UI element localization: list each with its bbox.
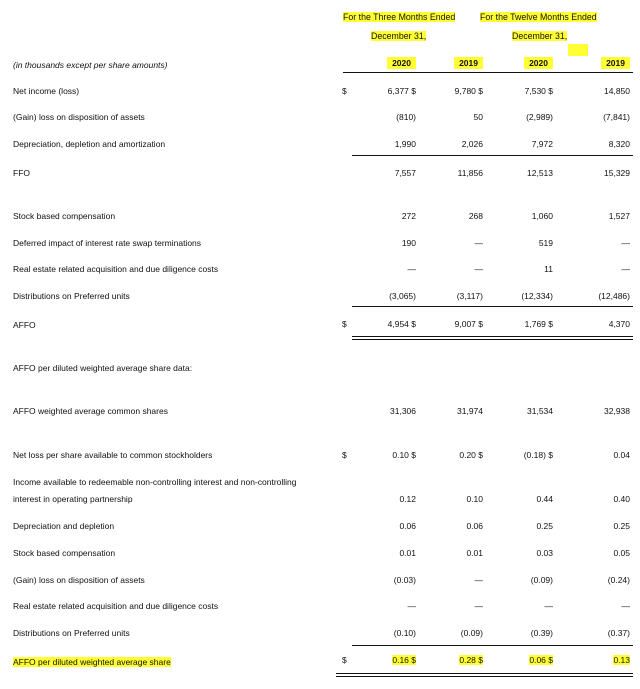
value-cell: 31,974: [457, 406, 483, 416]
three-months-header-line1: For the Three Months Ended: [343, 12, 456, 22]
year-label: 2019: [601, 57, 630, 69]
value-cell: [459, 655, 483, 665]
value-cell: 31,534: [527, 406, 553, 416]
row-label: Net loss per share available to common stockholders: [13, 450, 213, 460]
total-rule: [336, 673, 633, 674]
twelve-months-header: [480, 12, 597, 22]
value-cell: (3,117): [456, 291, 483, 301]
value-text: 0.13: [613, 655, 630, 665]
value-cell: 6,377 $: [387, 86, 416, 96]
value-cell: 0.25: [536, 521, 553, 531]
highlight-mark: [568, 44, 588, 56]
value-text: 0.16 $: [392, 655, 416, 665]
value-cell: (7,841): [603, 112, 630, 122]
row-label: AFFO: [13, 320, 36, 330]
value-text: 0.28 $: [459, 655, 483, 665]
value-cell: 2,026: [461, 139, 483, 149]
row-label: Depreciation, depletion and amortization: [13, 139, 166, 149]
value-cell: (12,486): [598, 291, 630, 301]
value-cell: 0.05: [613, 548, 630, 558]
value-cell: [613, 655, 630, 665]
subtotal-rule: [352, 306, 633, 307]
value-text: 0.06 $: [529, 655, 553, 665]
value-cell: 190: [401, 238, 416, 248]
section-heading: AFFO per diluted weighted average share data:: [13, 363, 193, 373]
value-cell: 0.03: [536, 548, 553, 558]
value-cell: 14,850: [604, 86, 630, 96]
row-label: Stock based compensation: [13, 211, 116, 221]
value-cell: 0.06: [399, 521, 416, 531]
value-cell: —: [407, 264, 416, 274]
twelve-months-header-line2: December 31,: [512, 31, 568, 41]
value-cell: (0.24): [607, 575, 630, 585]
twelve-months-header-2: [512, 31, 567, 41]
value-cell: 15,329: [604, 168, 630, 178]
value-cell: —: [474, 575, 483, 585]
value-cell: 519: [538, 238, 553, 248]
value-cell: —: [621, 238, 630, 248]
row-label: Net income (loss): [13, 86, 80, 96]
row-label-text: AFFO per diluted weighted average share: [13, 657, 171, 667]
value-cell: 9,780 $: [454, 86, 483, 96]
value-cell: 7,557: [394, 168, 416, 178]
value-cell: 0.10 $: [392, 450, 416, 460]
row-label: Income available to redeemable non-controlling interest and non-controlling: [13, 477, 297, 487]
value-cell: 0.25: [613, 521, 630, 531]
row-label: FFO: [13, 168, 30, 178]
year-2019-y: [601, 58, 630, 68]
subtotal-rule: [352, 155, 633, 156]
value-cell: (2,989): [526, 112, 553, 122]
value-cell: 0.01: [399, 548, 416, 558]
value-cell: 9,007 $: [454, 319, 483, 329]
total-rule: [352, 336, 633, 337]
value-cell: 0.01: [466, 548, 483, 558]
currency-sign: $: [342, 86, 347, 96]
value-cell: 12,513: [527, 168, 553, 178]
year-2020-q: [387, 58, 416, 68]
value-cell: 0.04: [613, 450, 630, 460]
total-rule-double: [352, 339, 633, 340]
row-label: Depreciation and depletion: [13, 521, 115, 531]
value-cell: 1,769 $: [524, 319, 553, 329]
value-cell: 7,530 $: [524, 86, 553, 96]
row-label: Distributions on Preferred units: [13, 628, 130, 638]
value-cell: 4,954 $: [387, 319, 416, 329]
three-months-header-line2: December 31,: [371, 31, 427, 41]
value-cell: —: [474, 238, 483, 248]
value-cell: 11,856: [457, 168, 483, 178]
value-cell: 1,527: [608, 211, 630, 221]
total-rule-double: [336, 676, 633, 677]
value-cell: 0.06: [466, 521, 483, 531]
row-label: Stock based compensation: [13, 548, 116, 558]
value-cell: 31,306: [390, 406, 416, 416]
row-label: AFFO weighted average common shares: [13, 406, 168, 416]
currency-sign: $: [342, 450, 347, 460]
value-cell: 0.44: [536, 494, 553, 504]
value-cell: —: [621, 601, 630, 611]
value-cell: —: [474, 601, 483, 611]
value-cell: (0.09): [460, 628, 483, 638]
year-2020-y: [524, 58, 553, 68]
value-cell: 7,972: [531, 139, 553, 149]
value-cell: 1,990: [394, 139, 416, 149]
value-cell: —: [407, 601, 416, 611]
year-label: 2020: [387, 57, 416, 69]
value-cell: 50: [473, 112, 483, 122]
row-label: Real estate related acquisition and due diligence costs: [13, 264, 219, 274]
header-rule: [343, 72, 633, 73]
row-label: Deferred impact of interest rate swap terminations: [13, 238, 202, 248]
value-cell: —: [621, 264, 630, 274]
row-label: Distributions on Preferred units: [13, 291, 130, 301]
value-cell: (0.18) $: [523, 450, 553, 460]
value-cell: —: [474, 264, 483, 274]
value-cell: [529, 655, 553, 665]
value-cell: [392, 655, 416, 665]
row-label: Real estate related acquisition and due diligence costs: [13, 601, 219, 611]
value-cell: 8,320: [608, 139, 630, 149]
value-cell: 0.10: [466, 494, 483, 504]
value-cell: 0.40: [613, 494, 630, 504]
value-cell: (0.39): [530, 628, 553, 638]
value-cell: 32,938: [604, 406, 630, 416]
row-label: [13, 657, 171, 667]
value-cell: (810): [396, 112, 416, 122]
value-cell: 0.12: [399, 494, 416, 504]
value-cell: —: [544, 601, 553, 611]
value-cell: 0.20 $: [459, 450, 483, 460]
row-label: (Gain) loss on disposition of assets: [13, 575, 145, 585]
value-cell: (0.09): [530, 575, 553, 585]
year-2019-q: [454, 58, 483, 68]
year-label: 2019: [454, 57, 483, 69]
twelve-months-header-line1: For the Twelve Months Ended: [480, 12, 597, 22]
value-cell: (0.37): [607, 628, 630, 638]
value-cell: (0.10): [393, 628, 416, 638]
value-cell: (0.03): [393, 575, 416, 585]
value-cell: 1,060: [531, 211, 553, 221]
value-cell: 11: [544, 264, 553, 274]
subtotal-rule: [352, 645, 633, 646]
value-cell: 4,370: [608, 319, 630, 329]
three-months-header: [343, 12, 455, 22]
three-months-header-2: [371, 31, 426, 41]
currency-sign: $: [342, 319, 347, 329]
value-cell: 272: [401, 211, 416, 221]
row-label-continued: interest in operating partnership: [13, 494, 133, 504]
units-note: (in thousands except per share amounts): [13, 60, 168, 70]
value-cell: (3,065): [389, 291, 416, 301]
value-cell: (12,334): [521, 291, 553, 301]
row-label: (Gain) loss on disposition of assets: [13, 112, 145, 122]
value-cell: 268: [468, 211, 483, 221]
currency-sign: $: [342, 655, 347, 665]
year-label: 2020: [524, 57, 553, 69]
